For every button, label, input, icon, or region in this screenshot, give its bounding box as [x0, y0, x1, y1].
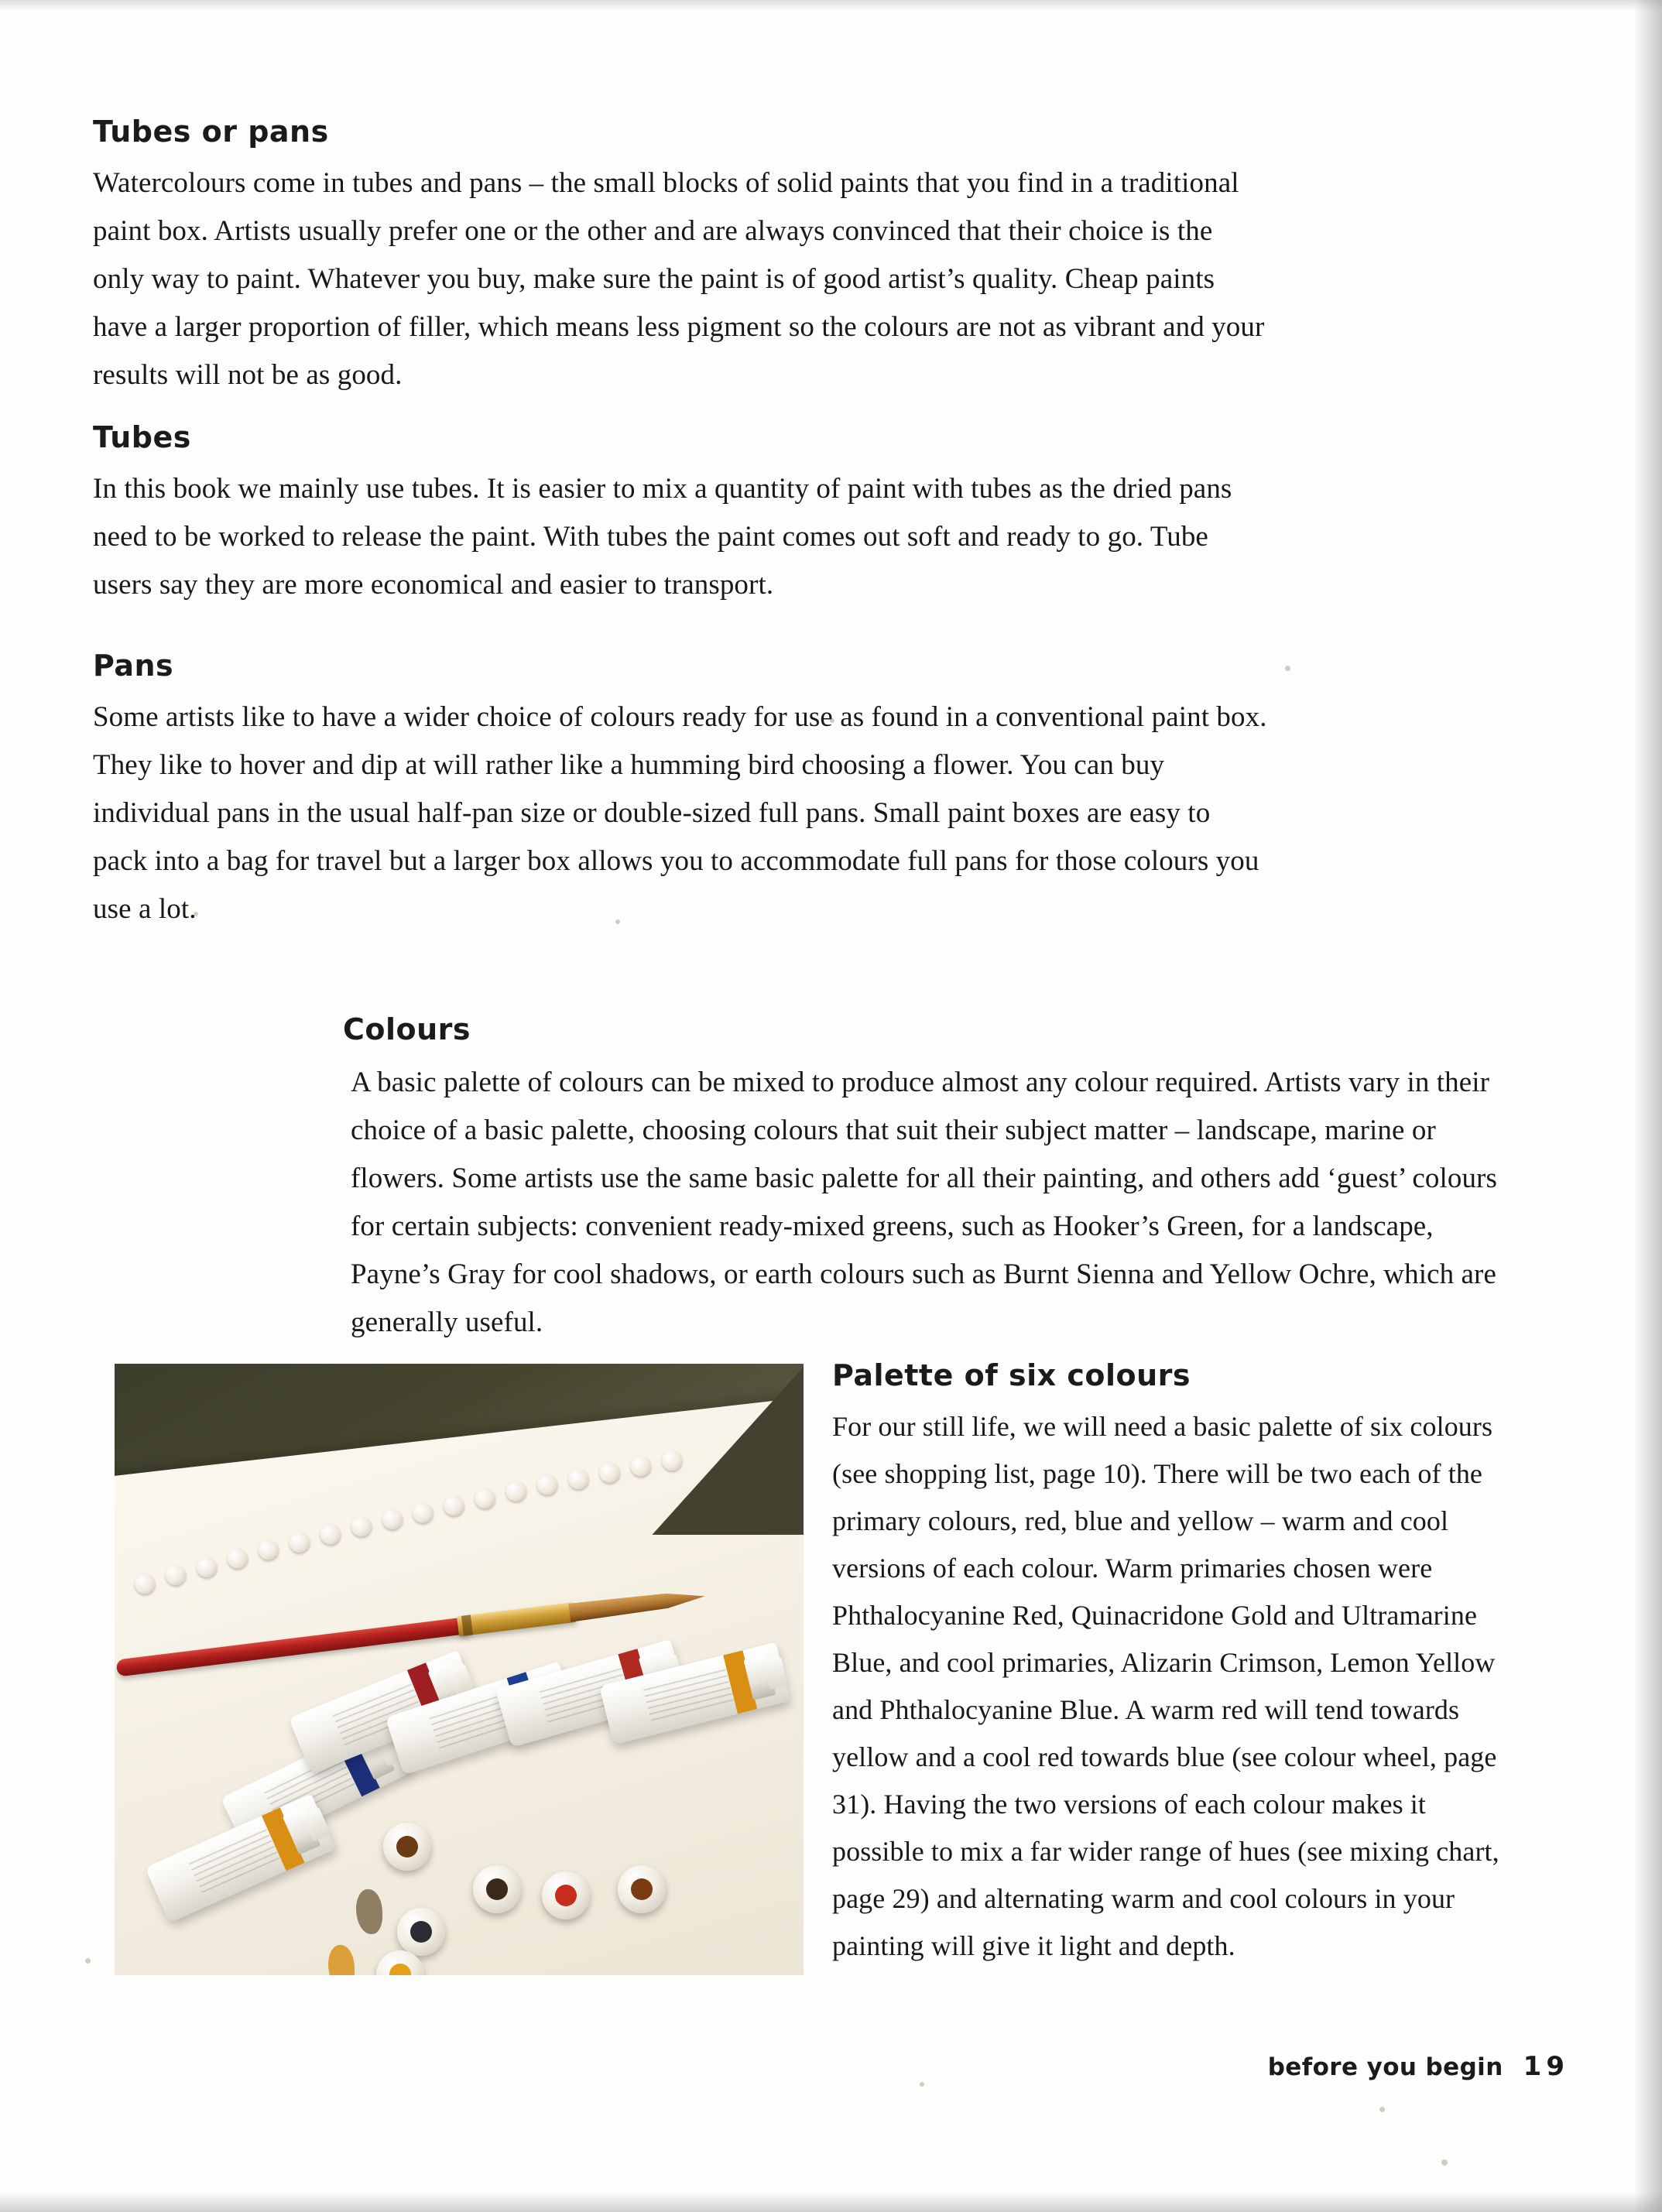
tube-label	[643, 1669, 734, 1721]
section-heading-colours: Colours	[343, 1012, 471, 1046]
paint-tubes-photo	[115, 1364, 804, 1975]
tube-cap-loose	[618, 1865, 666, 1913]
tube-cap-loose	[542, 1871, 590, 1919]
tube-cap-loose	[397, 1908, 445, 1956]
scan-speck	[920, 2082, 924, 2087]
photo-canvas	[115, 1364, 804, 1975]
section-heading-palette-of-six-colours: Palette of six colours	[832, 1358, 1191, 1392]
tube-cap-loose	[473, 1865, 521, 1913]
tube-cap-loose	[383, 1823, 431, 1871]
section-body-colours: A basic palette of colours can be mixed to produce almost any colour required. Artists vary in their choice of a basic palette, choosing colours that suit their subject matter – landscape, marine or flowers. Some artists use the same basic palette for all their painting, and others add ‘guest’ colours for certain subjects: convenient ready-mixed greens, such as Hooker’s Green, for a landscape, Payne’s Gray for cool shadows, or earth colours such as Burnt Sienna and Yellow Ochre, which are generally useful.	[351, 1066, 1497, 1338]
page-footer	[1268, 2051, 1569, 2082]
section-body-tubes-or-pans: Watercolours come in tubes and pans – the small blocks of solid paints that you find in a traditional paint box. Artists usually prefer one or the other and are always convinced that their choice is the only way to paint. Whatever you buy, make sure the paint is of good artist’s quality. Cheap paints have a larger proportion of filler, which means less pigment so the colours are not as vibrant and your results will not be as good.	[93, 166, 1265, 391]
section-body-pans: Some artists like to have a wider choice of colours ready for use as found in a conventional paint box. They like to hover and dip at will rather like a humming bird choosing a flower. You can buy individual pans in the usual half-pan size or double-sized full pans. Small paint boxes are easy to pack into a bag for travel but a larger box allows you to accommodate full pans for those colours you use a lot.	[93, 700, 1267, 925]
section-colours	[343, 1014, 1512, 1347]
scan-speck	[1379, 2107, 1385, 2112]
scan-speck	[1441, 2159, 1448, 2166]
section-tubes-or-pans	[93, 116, 1270, 399]
scan-speck	[85, 1958, 91, 1964]
section-body-tubes: In this book we mainly use tubes. It is easier to mix a quantity of paint with tubes as the dried pans need to be worked to release the paint. With tubes the paint comes out soft and ready to go. Tube users say they are more economical and easier to transport.	[93, 472, 1232, 601]
section-body-palette-of-six-colours: For our still life, we will need a basic palette of six colours (see shopping list, page 10). There will be two each of the primary colours, red, blue and yellow – warm and cool versions of each colour. Warm primaries chosen were Phthalocyanine Red, Quinacridone Gold and Ultramarine Blue, and cool primaries, Alizarin Crimson, Lemon Yellow and Phthalocyanine Blue. A warm red will tend towards yellow and a cool red towards blue (see colour wheel, page 31). Having the two versions of each colour makes it possible to mix a far wider range of hues (see mixing chart, page 29) and alternating warm and cool colours in your painting will give it light and depth.	[832, 1410, 1499, 1961]
section-pans	[93, 650, 1270, 933]
scan-speck	[1285, 666, 1290, 671]
footer-section-label: before you begin	[1267, 2053, 1503, 2081]
section-heading-pans: Pans	[93, 649, 174, 683]
footer-page-number: 19	[1523, 2051, 1569, 2082]
section-heading-tubes-or-pans: Tubes or pans	[93, 115, 329, 149]
section-tubes	[93, 422, 1270, 609]
section-heading-tubes: Tubes	[93, 420, 191, 454]
section-palette-of-six-colours	[832, 1360, 1510, 1970]
